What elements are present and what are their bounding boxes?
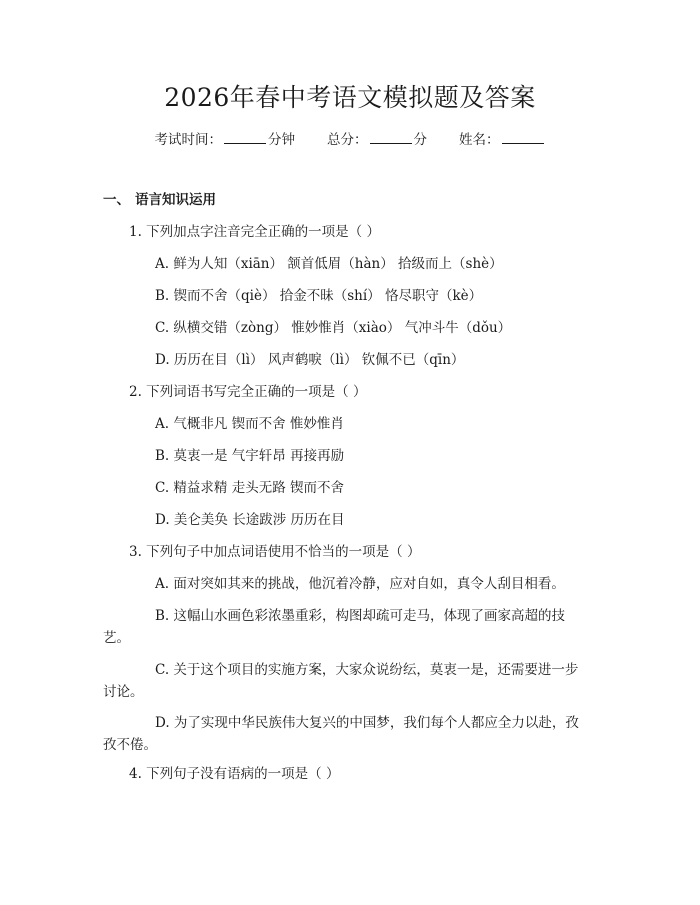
question-stem: 1. 下列加点字注音完全正确的一项是（ ） (129, 224, 380, 240)
time-unit: 分钟 (268, 132, 295, 148)
question-option-continuation: 艺。 (103, 630, 130, 646)
question-option: C. 精益求精 走头无路 锲而不舍 (155, 480, 345, 496)
question-option: C. 纵横交错（zòng） 惟妙惟肖（xiào） 气冲斗牛（dǒu） (155, 320, 512, 336)
section-title: 语言知识运用 (135, 192, 216, 208)
score-blank (370, 130, 412, 144)
question-stem: 3. 下列句子中加点词语使用不恰当的一项是（ ） (129, 544, 421, 560)
question-option: A. 面对突如其来的挑战，他沉着冷静，应对自如，真令人刮目相看。 (155, 576, 565, 592)
score-label: 总分： (327, 132, 368, 148)
score-unit: 分 (413, 132, 427, 148)
name-label: 姓名： (459, 132, 500, 148)
question-option: A. 气概非凡 锲而不舍 惟妙惟肖 (155, 416, 344, 432)
question-option: A. 鲜为人知（xiān） 颔首低眉（hàn） 拾级而上（shè） (155, 256, 503, 272)
document-title: 2026年春中考语文模拟题及答案 (164, 83, 536, 112)
question-stem: 2. 下列词语书写完全正确的一项是（ ） (129, 384, 367, 400)
question-stem: 4. 下列句子没有语病的一项是（ ） (129, 766, 340, 782)
time-label: 考试时间： (154, 132, 222, 148)
question-option: B. 这幅山水画色彩浓墨重彩，构图却疏可走马，体现了画家高超的技 (155, 608, 566, 624)
question-option-continuation: 孜不倦。 (103, 737, 157, 753)
exam-meta-line (0, 130, 700, 150)
section-number: 一、 (103, 192, 130, 208)
question-option: B. 锲而不舍（qiè） 拾金不昧（shí） 恪尽职守（kè） (155, 288, 483, 304)
question-option: D. 美仑美奂 长途跋涉 历历在目 (155, 512, 345, 528)
question-option: D. 为了实现中华民族伟大复兴的中国梦，我们每个人都应全力以赴，孜 (155, 715, 579, 731)
section-heading (103, 190, 216, 210)
question-option: B. 莫衷一是 气宇轩昂 再接再励 (155, 448, 345, 464)
question-option-continuation: 讨论。 (103, 684, 144, 700)
question-option: C. 关于这个项目的实施方案，大家众说纷纭，莫衷一是，还需要进一步 (155, 662, 579, 678)
time-blank (224, 130, 266, 144)
name-blank (502, 130, 544, 144)
question-option: D. 历历在目（lì） 风声鹤唳（lì） 钦佩不已（qīn） (155, 352, 465, 368)
